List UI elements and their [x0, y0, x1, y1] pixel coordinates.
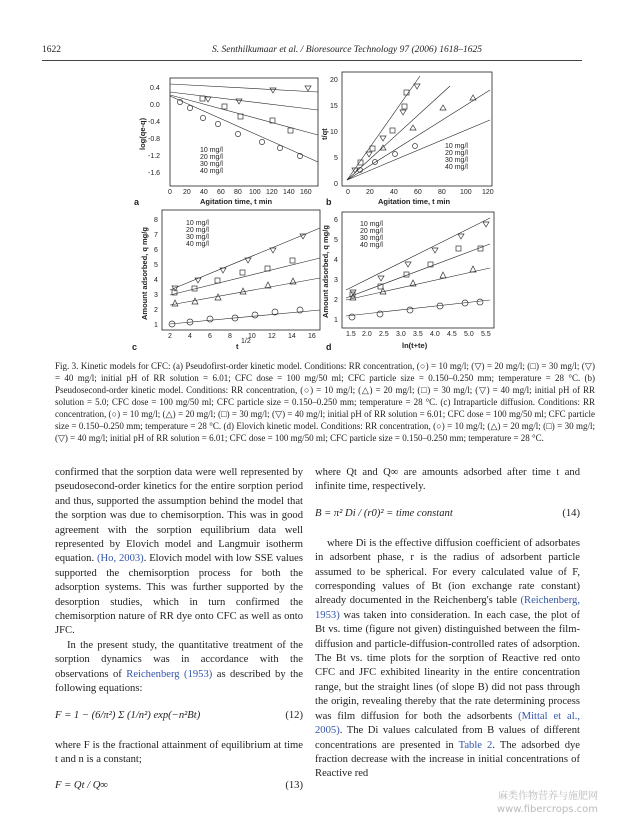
svg-text:-0.8: -0.8	[148, 136, 161, 143]
figure-3	[0, 0, 620, 360]
svg-text:3.0: 3.0	[396, 331, 406, 338]
panel-c-legend	[186, 220, 209, 248]
svg-text:10: 10	[248, 333, 256, 340]
panel-b	[320, 72, 494, 207]
ref-ho-2003[interactable]: (Ho, 2003)	[97, 553, 144, 565]
svg-text:0: 0	[168, 189, 172, 196]
svg-text:20 mg/l: 20 mg/l	[200, 154, 223, 161]
ref-mittal-2005[interactable]: (Mittal et al., 2005)	[315, 710, 580, 737]
watermark: 麻类作物营养与施肥网 www.fibercrops.com	[496, 791, 598, 815]
svg-text:40 mg/l: 40 mg/l	[200, 168, 223, 175]
svg-text:t/qt: t/qt	[320, 128, 329, 140]
svg-text:20: 20	[183, 189, 191, 196]
panel-b-legend	[445, 143, 468, 171]
svg-text:4: 4	[154, 277, 158, 284]
svg-text:30 mg/l: 30 mg/l	[360, 235, 383, 242]
svg-text:d: d	[326, 342, 332, 352]
svg-text:1: 1	[154, 322, 158, 329]
svg-text:5: 5	[154, 262, 158, 269]
svg-text:10 mg/l: 10 mg/l	[445, 143, 468, 150]
svg-text:10 mg/l: 10 mg/l	[360, 221, 383, 228]
svg-text:80: 80	[438, 189, 446, 196]
left-paragraph-2: In the present study, the quantitative treatment of the sorption dynamics was in accordance with the observations of Reichenberg (1953) as described by the following equations:	[55, 639, 304, 695]
svg-text:0: 0	[346, 189, 350, 196]
svg-text:30 mg/l: 30 mg/l	[445, 157, 468, 164]
left-column	[55, 466, 303, 809]
svg-text:30 mg/l: 30 mg/l	[186, 234, 209, 241]
svg-text:10 mg/l: 10 mg/l	[186, 220, 209, 227]
ref-reichenberg-1953[interactable]: Reichenberg (1953)	[126, 668, 213, 680]
equation-14: B = π² Di / (r0)² = time constant (14)	[315, 507, 580, 519]
svg-text:30 mg/l: 30 mg/l	[200, 161, 223, 168]
svg-text:0: 0	[334, 181, 338, 188]
svg-text:t: t	[236, 342, 239, 351]
svg-text:-1.6: -1.6	[148, 170, 161, 177]
svg-text:40: 40	[200, 189, 208, 196]
svg-text:8: 8	[154, 217, 158, 224]
svg-text:140: 140	[283, 189, 295, 196]
left-paragraph-3: where F is the fractional attainment of equilibrium at time t and n is a constant;	[55, 739, 303, 765]
svg-text:Agitation time, t min: Agitation time, t min	[200, 197, 273, 206]
svg-text:6: 6	[334, 217, 338, 224]
svg-text:40 mg/l: 40 mg/l	[360, 242, 383, 249]
svg-text:5.5: 5.5	[481, 331, 491, 338]
svg-text:3: 3	[154, 292, 158, 299]
svg-text:40: 40	[390, 189, 398, 196]
svg-text:Amount adsorbed, q mg/g: Amount adsorbed, q mg/g	[321, 225, 330, 318]
panel-a-legend	[200, 147, 223, 175]
svg-text:5.0: 5.0	[464, 331, 474, 338]
svg-text:Amount adsorbed, q mg/g: Amount adsorbed, q mg/g	[140, 227, 149, 320]
equation-13: F = Qt / Q∞ (13)	[55, 780, 303, 792]
ref-reichenberg-1953-b[interactable]: (Reichenberg, 1953)	[315, 595, 580, 621]
svg-text:20: 20	[366, 189, 374, 196]
right-paragraph-2: where Di is the effective diffusion coefficient of adsorbates in adsorbent phase, r is the radius of adsorbent particle assumed to be spherical. For every calculated value of F, corresponding values of Bt (ion exchange rate constant) already documented in the Reichenberg's table (Reichenberg, 1953) was taken into consideration. In each case, the plot of Bt vs. time (figure not given) distinguished between the film-diffusion and particle-diffusion-controlled rates of adsorption. The Bt vs. time plots for the sorption of Reactive red onto CFC and JFC exhibited linearity in the entire concentration range, but the straight lines (of slope B) did not pass through the origin, revealing thereby that the rate determining process was film diffusion for both the adsorbents (Mittal et al., 2005). The Di values calculated from B values of different concentrations are presented in Table 2. The adsorbed dye fraction decrease with the increase in initial concentrations of Reactive red	[315, 537, 580, 780]
svg-text:160: 160	[300, 189, 312, 196]
svg-text:5: 5	[334, 237, 338, 244]
svg-text:10: 10	[330, 129, 338, 136]
svg-text:100: 100	[249, 189, 261, 196]
svg-text:80: 80	[234, 189, 242, 196]
page-number: 1622	[42, 45, 61, 55]
svg-text:1/2: 1/2	[241, 338, 251, 345]
svg-text:3.5: 3.5	[413, 331, 423, 338]
svg-text:0.0: 0.0	[150, 102, 160, 109]
svg-text:20 mg/l: 20 mg/l	[186, 227, 209, 234]
svg-text:1: 1	[334, 317, 338, 324]
svg-text:20: 20	[330, 77, 338, 84]
svg-text:ln(t+te): ln(t+te)	[402, 341, 428, 350]
svg-text:12: 12	[268, 333, 276, 340]
svg-text:40 mg/l: 40 mg/l	[445, 164, 468, 171]
svg-text:14: 14	[288, 333, 296, 340]
svg-text:log(qe-q): log(qe-q)	[138, 117, 147, 150]
svg-text:10 mg/l: 10 mg/l	[200, 147, 223, 154]
right-column	[315, 466, 580, 782]
svg-text:4.5: 4.5	[447, 331, 457, 338]
svg-text:20 mg/l: 20 mg/l	[360, 228, 383, 235]
svg-text:c: c	[132, 342, 138, 352]
svg-text:2: 2	[168, 333, 172, 340]
svg-text:6: 6	[208, 333, 212, 340]
equation-12: F = 1 − (6/π²) Σ (1/n²) exp(−n²Bt) (12)	[55, 709, 303, 721]
left-paragraph-1: confirmed that the sorption data were well represented by pseudosecond-order kinetics for the entire sorption period and thus, supported the assumption behind the model that the sorption was due to chemisorption. This was in good agreement with the sorption equilibrium data well represented by Elovich model and Langmuir isotherm equation. (Ho, 2003). Elovich model with low SSE values supported the chemisorption process for both the adsorption systems. This was further supported by the desorption studies, which in turn confirmed the chemisorption nature of RR dye onto CFC as well as onto JFC.	[55, 467, 303, 637]
ref-table-2[interactable]: Table 2	[458, 739, 493, 751]
figure-caption: Fig. 3. Kinetic models for CFC: (a) Pseudofirst-order kinetic model. Conditions: RR concentration, (○) = 10 mg/l; (▽) = 20 mg/l; (□) = 30 mg/l; (▽) = 40 mg/l; initial pH of RR solution = 6.01; CFC dose = 100 mg/50 ml; CFC particle size = 0.150–0.250 mm; temperature = 28 °C. (b) Pseudosecond-order kinetic model. Conditions: RR concentration, (○) = 10 mg/l; (△) = 20 mg/l; (□) = 30 mg/l; (▽) = 40 mg/l; initial pH of RR solution = 5.0; CFC dose = 100 mg/50 ml; CFC particle size = 0.150–0.250 mm; temperature = 28 °C. (c) Intraparticle diffusion. Conditions: RR concentration, (○) = 10 mg/l; (△) = 20 mg/l; (□) = 30 mg/l; (▽) = 40 mg/l; initial pH of RR solution = 6.01; CFC dose = 100 mg/50 ml; CFC particle size = 0.150–0.250 mm; temperature = 28 °C. (d) Elovich kinetic model. Conditions: RR concentration, (○) = 10 mg/l; (△) = 20 mg/l; (□) = 30 mg/l; (▽) = 40 mg/l; initial pH of RR solution = 6.01; CFC dose = 100 mg/50 ml; CFC particle size = 0.150–0.250 mm; temperature = 28 °C.	[55, 361, 595, 443]
svg-text:b: b	[326, 197, 332, 207]
svg-text:1.5: 1.5	[346, 331, 356, 338]
svg-text:4: 4	[334, 257, 338, 264]
svg-text:4: 4	[188, 333, 192, 340]
svg-text:3: 3	[334, 277, 338, 284]
svg-text:6: 6	[154, 247, 158, 254]
svg-text:20 mg/l: 20 mg/l	[445, 150, 468, 157]
right-paragraph-1: where Qt and Q∞ are amounts adsorbed after time t and infinite time, respectively.	[315, 467, 580, 493]
svg-text:120: 120	[482, 189, 494, 196]
svg-text:60: 60	[414, 189, 422, 196]
svg-text:40 mg/l: 40 mg/l	[186, 241, 209, 248]
svg-text:16: 16	[308, 333, 316, 340]
svg-text:2.0: 2.0	[362, 331, 372, 338]
svg-text:7: 7	[154, 232, 158, 239]
svg-text:2.5: 2.5	[379, 331, 389, 338]
panel-c	[132, 210, 320, 352]
svg-text:4.0: 4.0	[430, 331, 440, 338]
svg-text:Agitation time, t min: Agitation time, t min	[378, 197, 451, 206]
svg-text:-1.2: -1.2	[148, 153, 161, 160]
svg-text:60: 60	[217, 189, 225, 196]
svg-text:2: 2	[154, 307, 158, 314]
svg-text:120: 120	[266, 189, 278, 196]
svg-text:2: 2	[334, 297, 338, 304]
panel-d-legend	[360, 221, 383, 249]
panel-d	[321, 212, 494, 352]
svg-text:-0.4: -0.4	[148, 119, 161, 126]
svg-text:0.4: 0.4	[150, 85, 160, 92]
running-title: S. Senthilkumaar et al. / Bioresource Technology 97 (2006) 1618–1625	[212, 45, 482, 55]
svg-text:5: 5	[334, 155, 338, 162]
svg-text:100: 100	[460, 189, 472, 196]
svg-text:15: 15	[330, 103, 338, 110]
svg-text:a: a	[134, 197, 140, 207]
svg-text:8: 8	[228, 333, 232, 340]
panel-a	[134, 78, 318, 207]
